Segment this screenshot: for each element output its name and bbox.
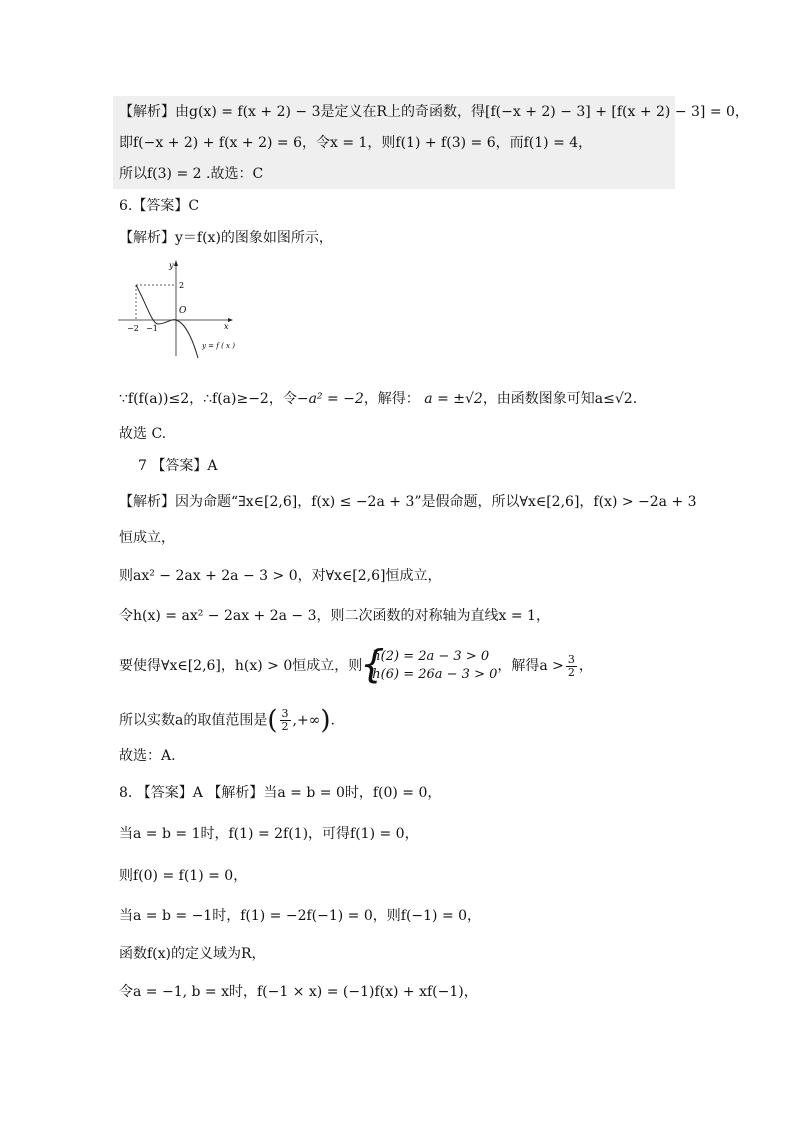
interval-fraction bbox=[280, 708, 291, 733]
q7-line6-suffix: . bbox=[330, 712, 335, 729]
tick-neg1: −1 bbox=[146, 324, 158, 333]
q8-line3: 则f(0) = f(1) = 0， bbox=[119, 868, 248, 884]
q6-cond-f: √2 bbox=[614, 391, 633, 407]
q8-line2: 当a = b = 1时，f(1) = 2f(1)，可得f(1) = 0， bbox=[119, 826, 419, 842]
q7-line5 bbox=[119, 648, 593, 684]
q7-line5-mid: ，解得a > bbox=[497, 658, 564, 674]
fraction-3-2 bbox=[566, 654, 577, 679]
q6-cond-e: ，由函数图象可知a≤ bbox=[482, 391, 615, 407]
origin-label: O bbox=[179, 306, 187, 316]
q8-line4: 当a = b = −1时，f(1) = −2f(−1) = 0，则f(−1) = 0， bbox=[119, 908, 482, 924]
function-graph bbox=[116, 258, 246, 358]
interval-frac-den: 2 bbox=[281, 720, 289, 733]
interval-frac-num: 3 bbox=[281, 707, 289, 720]
q5-analysis-line2: 即f(−x + 2) + f(x + 2) = 6，令x = 1，则f(1) + f(3) = 6，而f(1) = 4， bbox=[119, 135, 593, 151]
q7-line2: 恒成立， bbox=[119, 530, 175, 546]
sys-row-2: h(6) = 26a − 3 > 0 bbox=[372, 667, 498, 682]
open-paren: ( bbox=[267, 705, 278, 736]
y-axis-arrow bbox=[174, 260, 178, 266]
tick-neg2: −2 bbox=[127, 324, 139, 333]
q8-line6: 令a = −1, b = x时，f(−1 × x) = (−1)f(x) + xf(−1)， bbox=[119, 984, 478, 1000]
q6-cond-a: ∵f(f(a))≤2，∴f(a)≥−2，令 bbox=[119, 391, 297, 407]
q5-analysis-line1: 【解析】由g(x) = f(x + 2) − 3是定义在R上的奇函数，得[f(−x + 2) − 3] + [f(x + 2) − 3] = 0， bbox=[119, 104, 749, 120]
q7-line6 bbox=[119, 705, 335, 736]
q6-cond-b: −a² = −2 bbox=[296, 391, 364, 407]
q7-answer: 7 【答案】A bbox=[138, 458, 218, 474]
q7-line4: 令h(x) = ax² − 2ax + 2a − 3，则二次函数的对称轴为直线x = 1， bbox=[119, 608, 550, 624]
q6-condition-line bbox=[119, 389, 637, 409]
curve-label: y = f ( x ) bbox=[202, 342, 235, 350]
q7-line3: 则ax² − 2ax + 2a − 3 > 0，对∀x∈[2,6]恒成立， bbox=[119, 568, 442, 584]
q6-analysis: 【解析】y＝f(x)的图象如图所示， bbox=[119, 230, 333, 246]
q5-analysis-line3: 所以f(3) = 2 .故选：C bbox=[119, 166, 264, 182]
q7-line5-prefix: 要使得∀x∈[2,6]，h(x) > 0恒成立，则 bbox=[119, 658, 363, 674]
q6-answer: 6.【答案】C bbox=[119, 198, 200, 214]
condition-system bbox=[362, 648, 497, 684]
q6-conclusion: 故选 C. bbox=[119, 426, 167, 442]
q6-cond-g: . bbox=[632, 391, 638, 407]
q7-line6-prefix: 所以实数a的取值范围是 bbox=[119, 712, 268, 729]
tick-2: 2 bbox=[179, 281, 185, 290]
frac-num: 3 bbox=[567, 652, 575, 666]
q6-cond-d: a = ±√2 bbox=[424, 391, 483, 407]
close-paren: ) bbox=[320, 705, 331, 736]
q7-line6-rest: ,+∞ bbox=[292, 712, 321, 729]
y-label: y bbox=[169, 261, 174, 270]
q8-line1: 8. 【答案】A 【解析】当a = b = 0时，f(0) = 0， bbox=[119, 785, 442, 801]
x-axis-arrow bbox=[228, 318, 233, 322]
x-label: x bbox=[224, 322, 229, 331]
q7-conclusion: 故选：A. bbox=[119, 748, 176, 764]
q8-line5: 函数f(x)的定义域为R， bbox=[119, 946, 266, 962]
curve-f bbox=[136, 285, 198, 358]
sys-row-1: { h(2) = 2a − 3 > 0 bbox=[372, 649, 490, 664]
frac-den: 2 bbox=[567, 665, 575, 679]
q6-cond-c: ，解得： bbox=[363, 391, 420, 407]
q7-line5-suffix: ， bbox=[578, 658, 593, 674]
q7-line1: 【解析】因为命题“∃x∈[2,6]，f(x) ≤ −2a + 3”是假命题，所以∀x∈[2,6]，f(x) > −2a + 3 bbox=[119, 494, 697, 510]
